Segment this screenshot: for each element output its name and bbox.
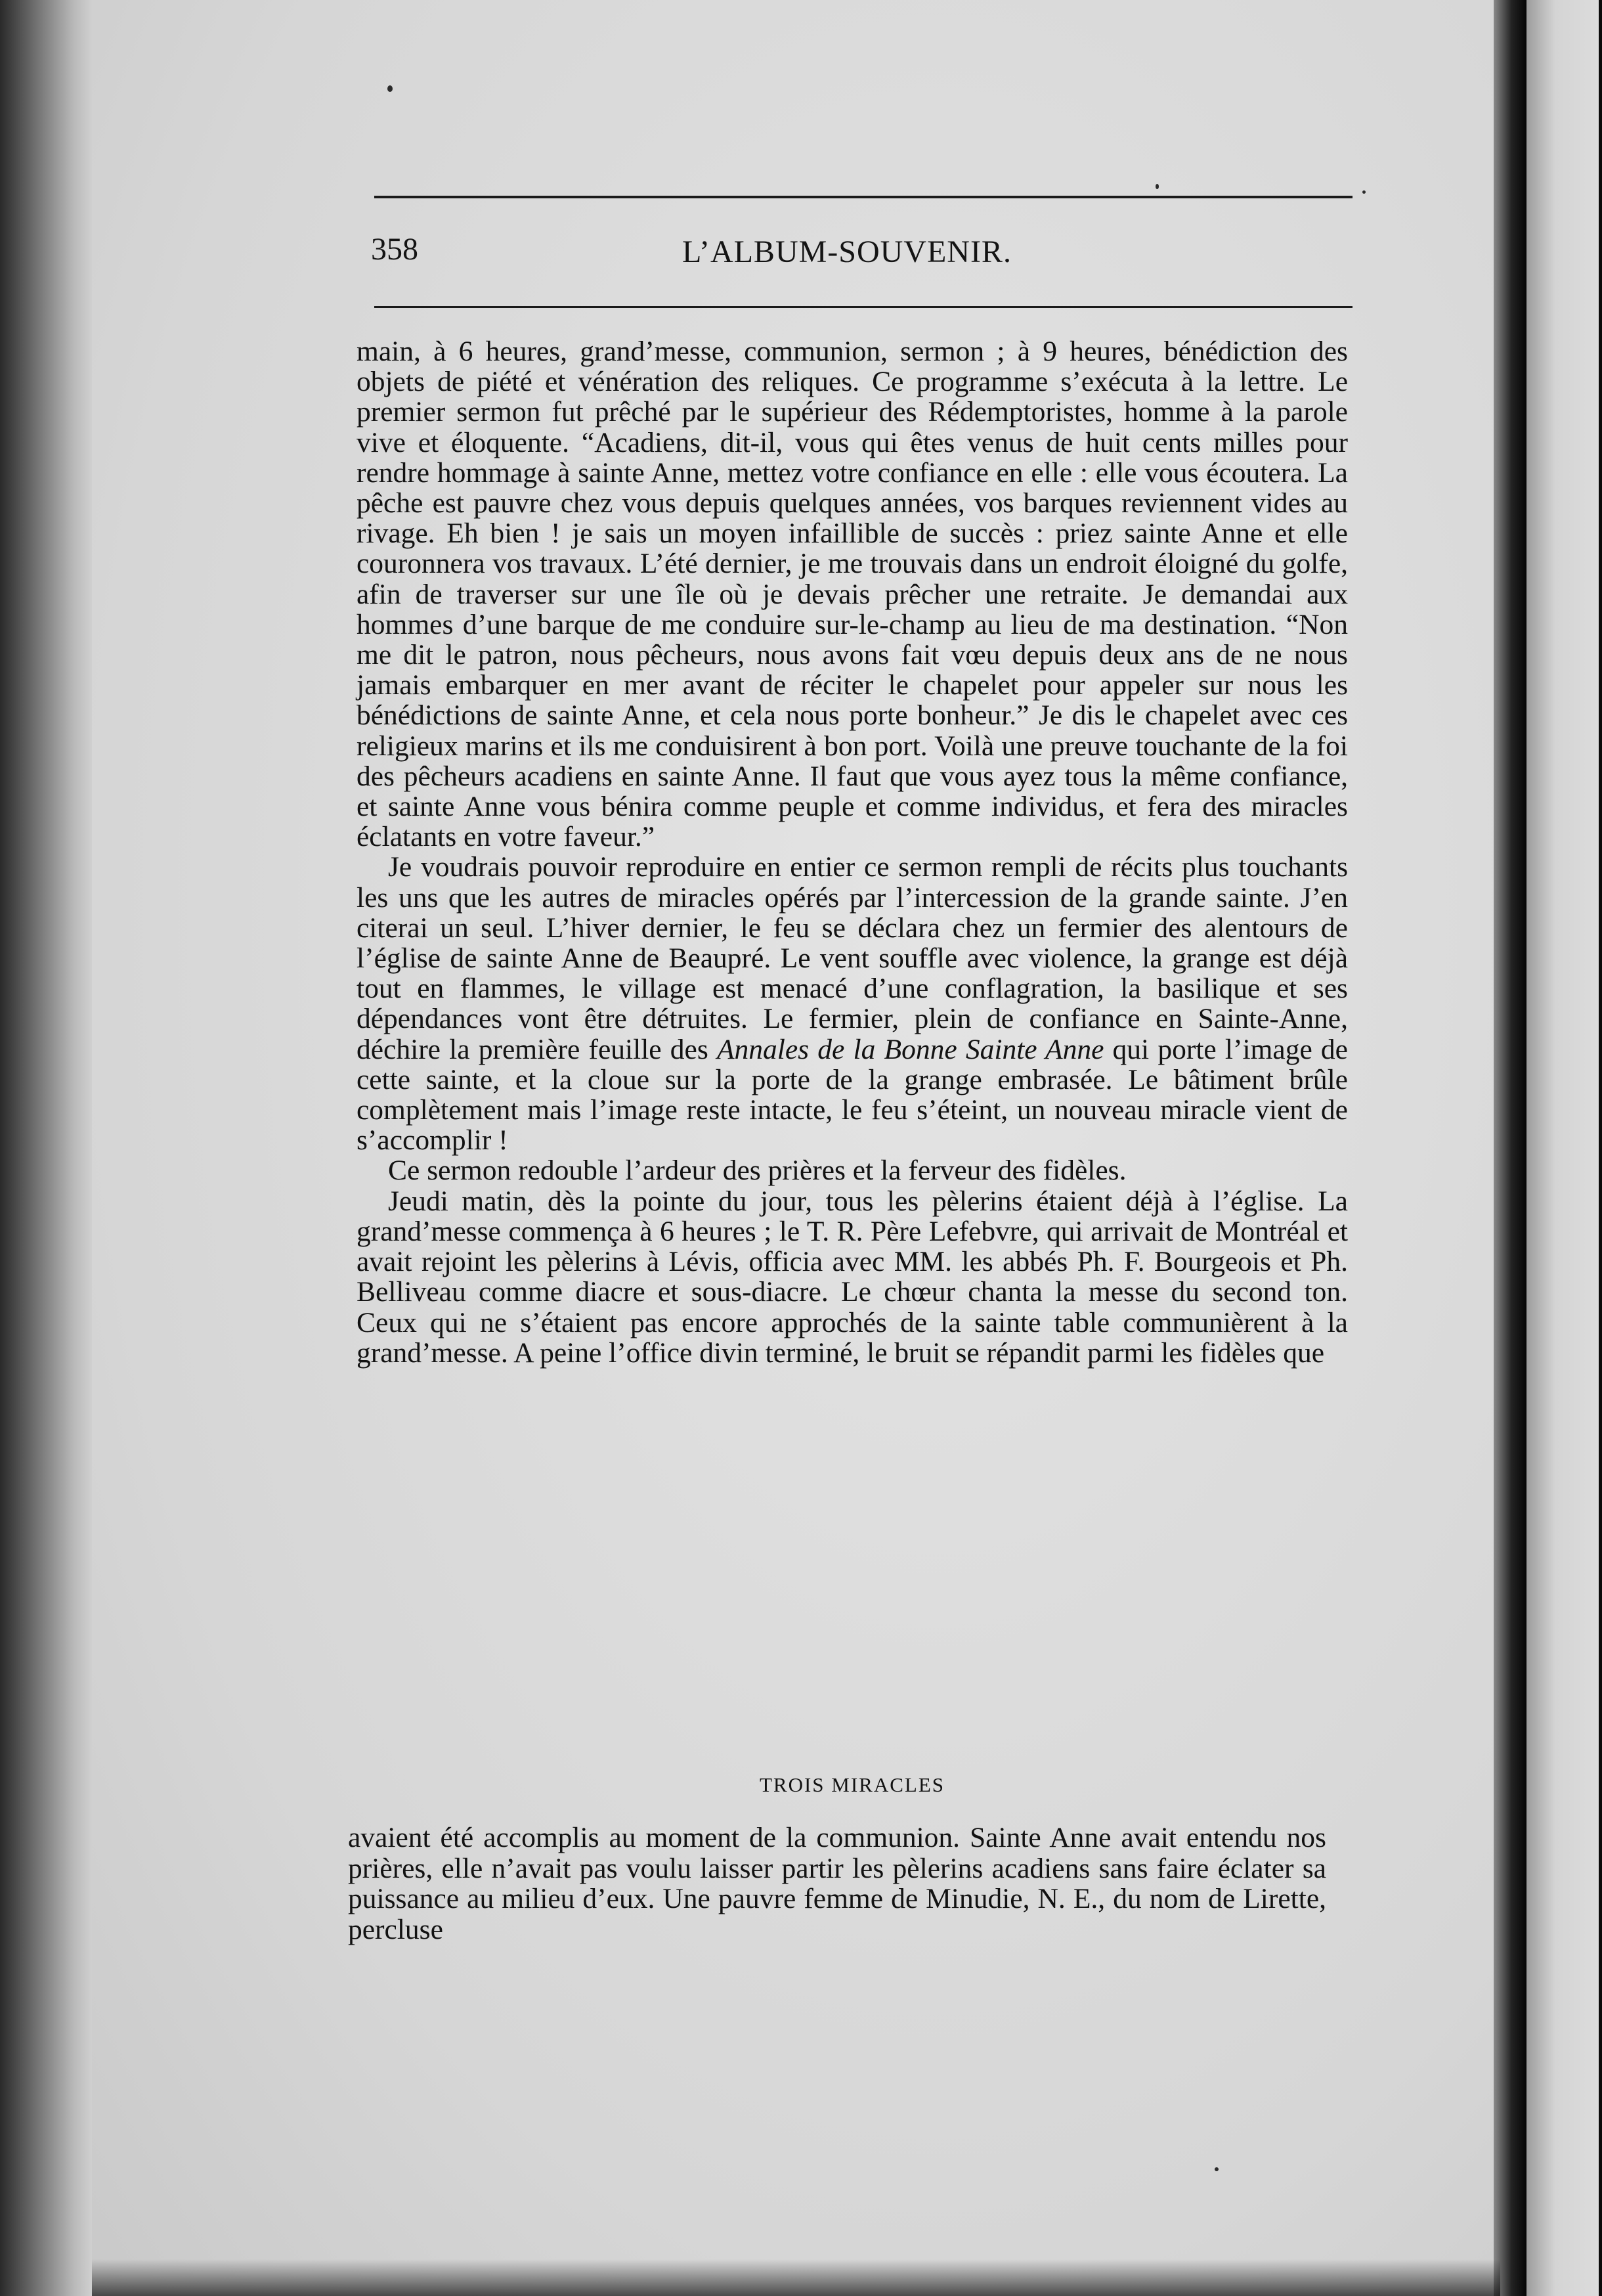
paragraph: Ce sermon redouble l’ardeur des prières et la ferveur des fidèles. <box>388 1155 1127 1187</box>
page-number: 358 <box>371 232 418 267</box>
book-spine-edge <box>0 0 98 2296</box>
body-text-continued <box>348 1822 1326 1945</box>
dust-speck <box>1156 184 1159 189</box>
section-heading: TROIS MIRACLES <box>759 1773 945 1796</box>
text-run: Je voudrais pouvoir reproduire en entier ce sermon rempli de récits plus touchants les uns que les autres de miracles opérés par l’intercession de la grande sainte. J’en citerai un seul. L’hiver dernier, le feu se déclara chez un fermier des alentours de l’église de sainte Anne de Beaupré. Le vent souffle avec violence, la grange est déjà tout en flammes, le village est menacé d’une conflagration, la basilique et ses dépendances vont être détruites. Le fermier, plein de confiance en Sainte-Anne, déchire la première feuille des <box>357 851 1348 1065</box>
header-rule-top <box>374 196 1353 198</box>
paragraph-sermon <box>357 852 1348 1155</box>
bottom-shadow <box>92 2259 1500 2296</box>
paragraph: avaient été accomplis au moment de la communion. Sainte Anne avait entendu nos prières, elle n’avait pas voulu laisser partir les pèlerins acadiens sans faire éclater sa puissance au milieu d’eux. Une pauvre femme de Minudie, N. E., du nom de Lirette, percluse <box>348 1822 1326 1945</box>
dust-speck <box>1362 190 1366 194</box>
paragraph: main, à 6 heures, grand’messe, communion, sermon ; à 9 heures, bénédiction des objets de piété et vénération des reliques. Ce programme s’exécuta à la lettre. Le premier sermon fut prêché par le supérieur des Rédemptoristes, homme à la parole vive et éloquente. “Acadiens, dit-il, vous qui êtes venus de huit cents milles pour rendre hommage à sainte Anne, mettez votre confiance en elle : elle vous écoutera. La pêche est pauvre chez vous depuis quelques années, vos barques reviennent vides au rivage. Eh bien ! je sais un moyen infaillible de succès : priez sainte Anne et elle couronnera vos travaux. L’été dernier, je me trouvais dans un endroit éloigné du golfe, afin de traverser sur une île où je devais prêcher une retraite. Je demandai aux hommes d’une barque de me conduire sur-le-champ au lieu de ma destination. “Non me dit le patron, nous pêcheurs, nous avons fait vœu depuis deux ans de ne nous jamais embarquer en mer avant de réciter le chapelet pour appeler sur nous les bénédictions de sainte Anne, et cela nous porte bonheur.” Je dis le chapelet avec ces religieux marins et ils me conduisirent à bon port. Voilà une preuve touchante de la foi des pêcheurs acadiens en sainte Anne. Il faut que vous ayez tous la même confiance, et sainte Anne vous bénira comme peuple et comme individus, et fera des miracles éclatants en votre faveur.” <box>357 336 1348 853</box>
header-rule-bottom <box>374 306 1353 308</box>
body-text <box>357 336 1348 1368</box>
book-gutter <box>1494 0 1526 2296</box>
annales-title: Annales de la Bonne Sainte Anne <box>716 1033 1104 1065</box>
text-run: qui porte l’image de cette sainte, et la cloue sur la porte de la grange embrasée. Le bâtiment brûle complètement mais l’image reste intacte, le feu s’éteint, un nouveau miracle vient de s’accomplir ! <box>357 1033 1348 1157</box>
dust-speck <box>387 85 393 92</box>
dust-speck <box>1215 2167 1219 2171</box>
running-title: L’ALBUM-SOUVENIR. <box>682 234 1012 269</box>
page-header <box>371 231 1323 284</box>
facing-page-edge <box>1526 0 1599 2296</box>
paragraph: Jeudi matin, dès la pointe du jour, tous les pèlerins étaient déjà à l’église. La grand’messe commença à 6 heures ; le T. R. Père Lefebvre, qui arrivait de Montréal et avait rejoint les pèlerins à Lévis, officia avec MM. les abbés Ph. F. Bourgeois et Ph. Belliveau comme diacre et sous-diacre. Le chœur chanta la messe du second ton. Ceux qui ne s’étaient pas encore approchés de la sainte table communièrent à la grand’messe. A peine l’office divin terminé, le bruit se répandit parmi les fidèles que <box>357 1185 1348 1369</box>
